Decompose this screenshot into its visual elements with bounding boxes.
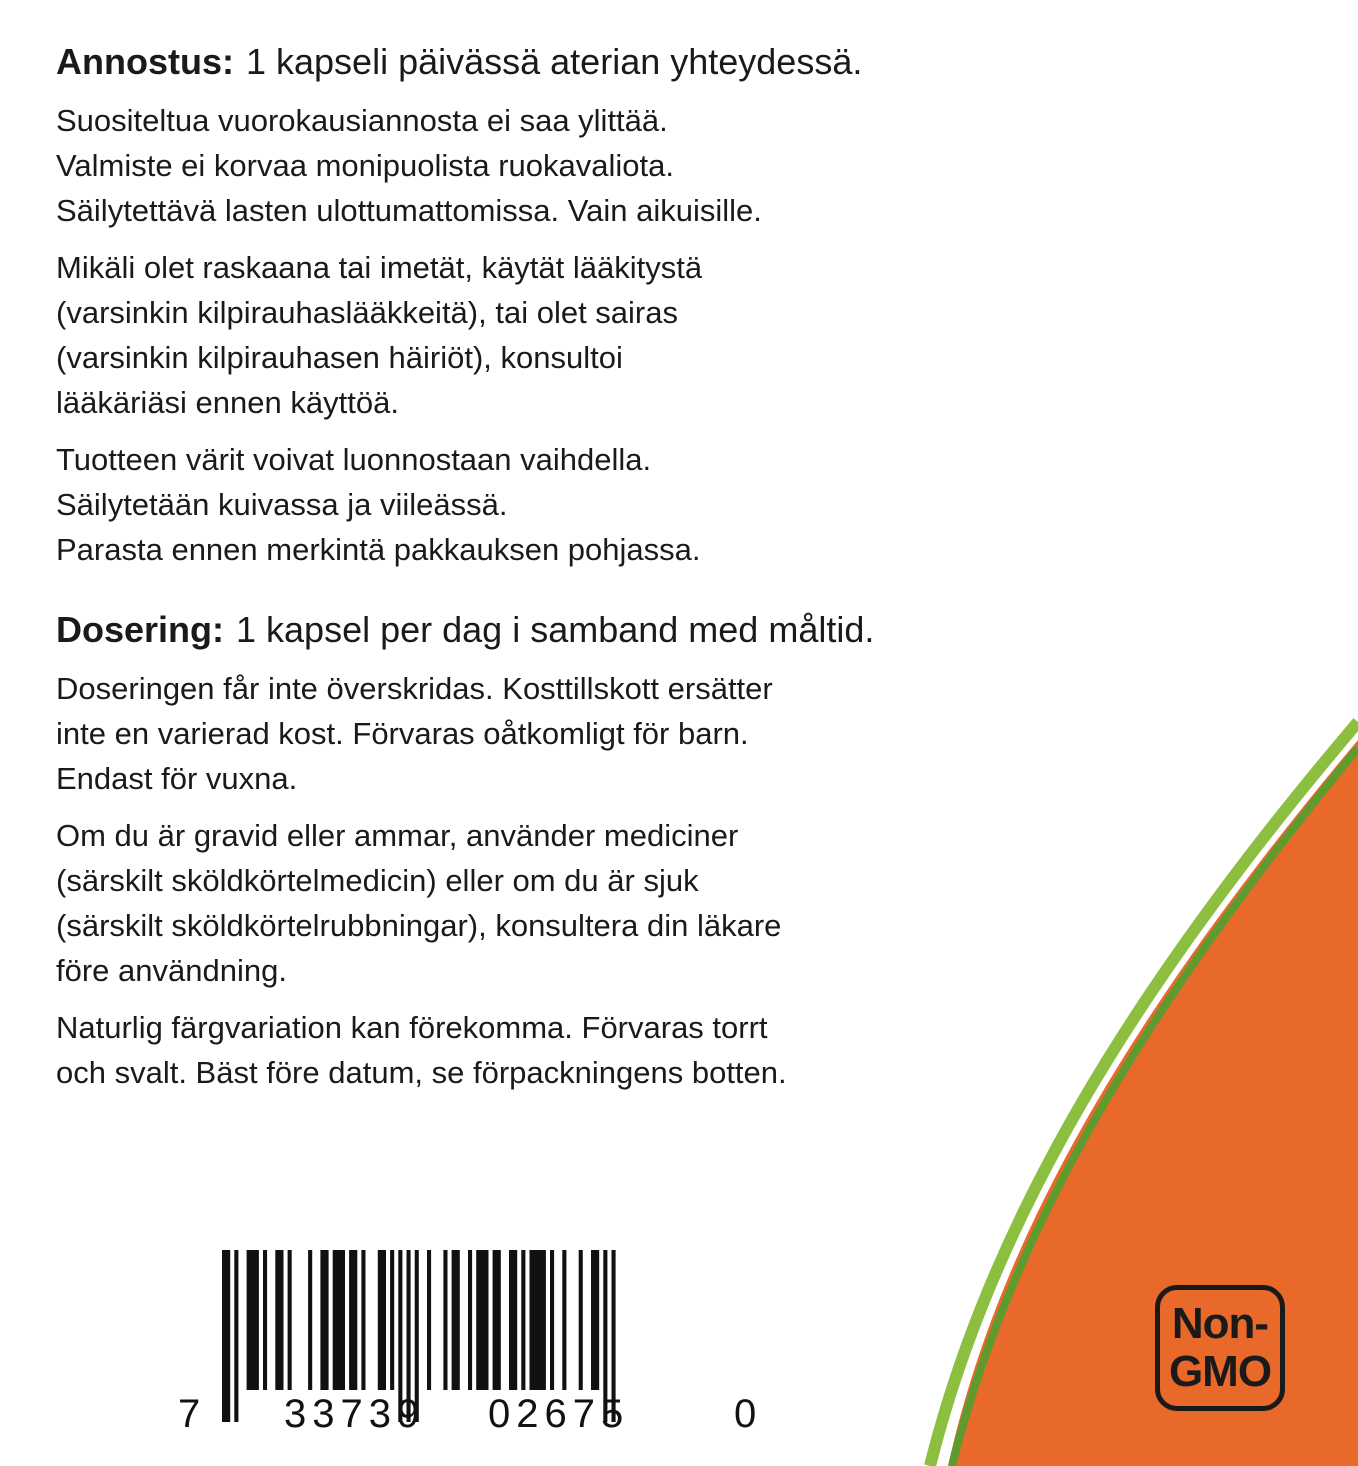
label-text-content — [56, 36, 1056, 1107]
non-gmo-line-2: GMO — [1168, 1347, 1272, 1396]
barcode-last-digit: 0 — [734, 1392, 757, 1436]
text-line: Suositeltua vuorokausiannosta ei saa ylittää. — [56, 103, 668, 138]
barcode-bar — [591, 1250, 599, 1390]
finnish-paragraph-2 — [56, 245, 1056, 425]
text-line: Tuotteen värit voivat luonnostaan vaihdella. — [56, 442, 652, 477]
barcode-bar — [222, 1250, 230, 1422]
text-line: Säilytetään kuivassa ja viileässä. — [56, 487, 508, 522]
barcode-bar — [263, 1250, 267, 1390]
barcode-bars — [174, 1250, 764, 1430]
swedish-paragraph-3 — [56, 1005, 1056, 1095]
barcode-bar — [361, 1250, 365, 1390]
section-spacer — [56, 584, 1056, 604]
text-line: före användning. — [56, 953, 287, 988]
finnish-paragraph-1 — [56, 98, 1056, 233]
barcode — [174, 1250, 764, 1436]
barcode-bar — [234, 1250, 238, 1422]
text-line: Doseringen får inte överskridas. Kosttillskott ersätter — [56, 671, 773, 706]
barcode-bar — [493, 1250, 501, 1390]
barcode-bar — [443, 1250, 447, 1390]
barcode-bar — [427, 1250, 431, 1390]
barcode-bar — [390, 1250, 394, 1390]
non-gmo-badge — [1155, 1285, 1285, 1411]
text-line: (varsinkin kilpirauhaslääkkeitä), tai olet sairas — [56, 295, 678, 330]
barcode-bar — [320, 1250, 328, 1390]
swedish-dosage-heading — [56, 604, 1056, 656]
barcode-bar — [530, 1250, 546, 1390]
barcode-bar — [521, 1250, 525, 1390]
barcode-bar — [275, 1250, 283, 1390]
barcode-bar — [509, 1250, 517, 1390]
barcode-bar — [333, 1250, 345, 1390]
text-line: (särskilt sköldkörtelrubbningar), konsultera din läkare — [56, 908, 782, 943]
text-line: Parasta ennen merkintä pakkauksen pohjassa. — [56, 532, 701, 567]
barcode-bar — [378, 1250, 386, 1390]
text-line: Naturlig färgvariation kan förekomma. Förvaras torrt — [56, 1010, 768, 1045]
barcode-right-group: 02675 — [488, 1392, 630, 1436]
finnish-dosage-label: Annostus: — [56, 41, 234, 82]
barcode-bar — [349, 1250, 357, 1390]
finnish-paragraph-3 — [56, 437, 1056, 572]
barcode-bar — [562, 1250, 566, 1390]
swedish-paragraph-2 — [56, 813, 1056, 993]
non-gmo-line-1: Non- — [1171, 1299, 1269, 1348]
text-line: lääkäriäsi ennen käyttöä. — [56, 385, 399, 420]
text-line: Om du är gravid eller ammar, använder mediciner — [56, 818, 739, 853]
text-line: Valmiste ei korvaa monipuolista ruokavaliota. — [56, 148, 675, 183]
barcode-bar — [579, 1250, 583, 1390]
barcode-bar — [550, 1250, 554, 1390]
text-line: (särskilt sköldkörtelmedicin) eller om du är sjuk — [56, 863, 699, 898]
barcode-first-digit: 7 — [178, 1392, 201, 1436]
barcode-bar — [247, 1250, 259, 1390]
finnish-dosage-text: 1 kapseli päivässä aterian yhteydessä. — [245, 41, 863, 82]
finnish-dosage-heading — [56, 36, 1056, 88]
swedish-paragraph-1 — [56, 666, 1056, 801]
barcode-bar — [468, 1250, 472, 1390]
text-line: (varsinkin kilpirauhasen häiriöt), konsultoi — [56, 340, 623, 375]
text-line: Endast för vuxna. — [56, 761, 298, 796]
barcode-bar — [452, 1250, 460, 1390]
barcode-bar — [288, 1250, 292, 1390]
barcode-bar — [476, 1250, 488, 1390]
swedish-dosage-text: 1 kapsel per dag i samband med måltid. — [236, 609, 875, 650]
swedish-dosage-label: Dosering: — [56, 609, 225, 650]
text-line: Säilytettävä lasten ulottumattomissa. Vain aikuisille. — [56, 193, 762, 228]
text-line: och svalt. Bäst före datum, se förpackningens botten. — [56, 1055, 787, 1090]
text-line: Mikäli olet raskaana tai imetät, käytät lääkitystä — [56, 250, 703, 285]
barcode-left-group: 33739 — [284, 1392, 426, 1436]
text-line: inte en varierad kost. Förvaras oåtkomligt för barn. — [56, 716, 749, 751]
barcode-bar — [308, 1250, 312, 1390]
